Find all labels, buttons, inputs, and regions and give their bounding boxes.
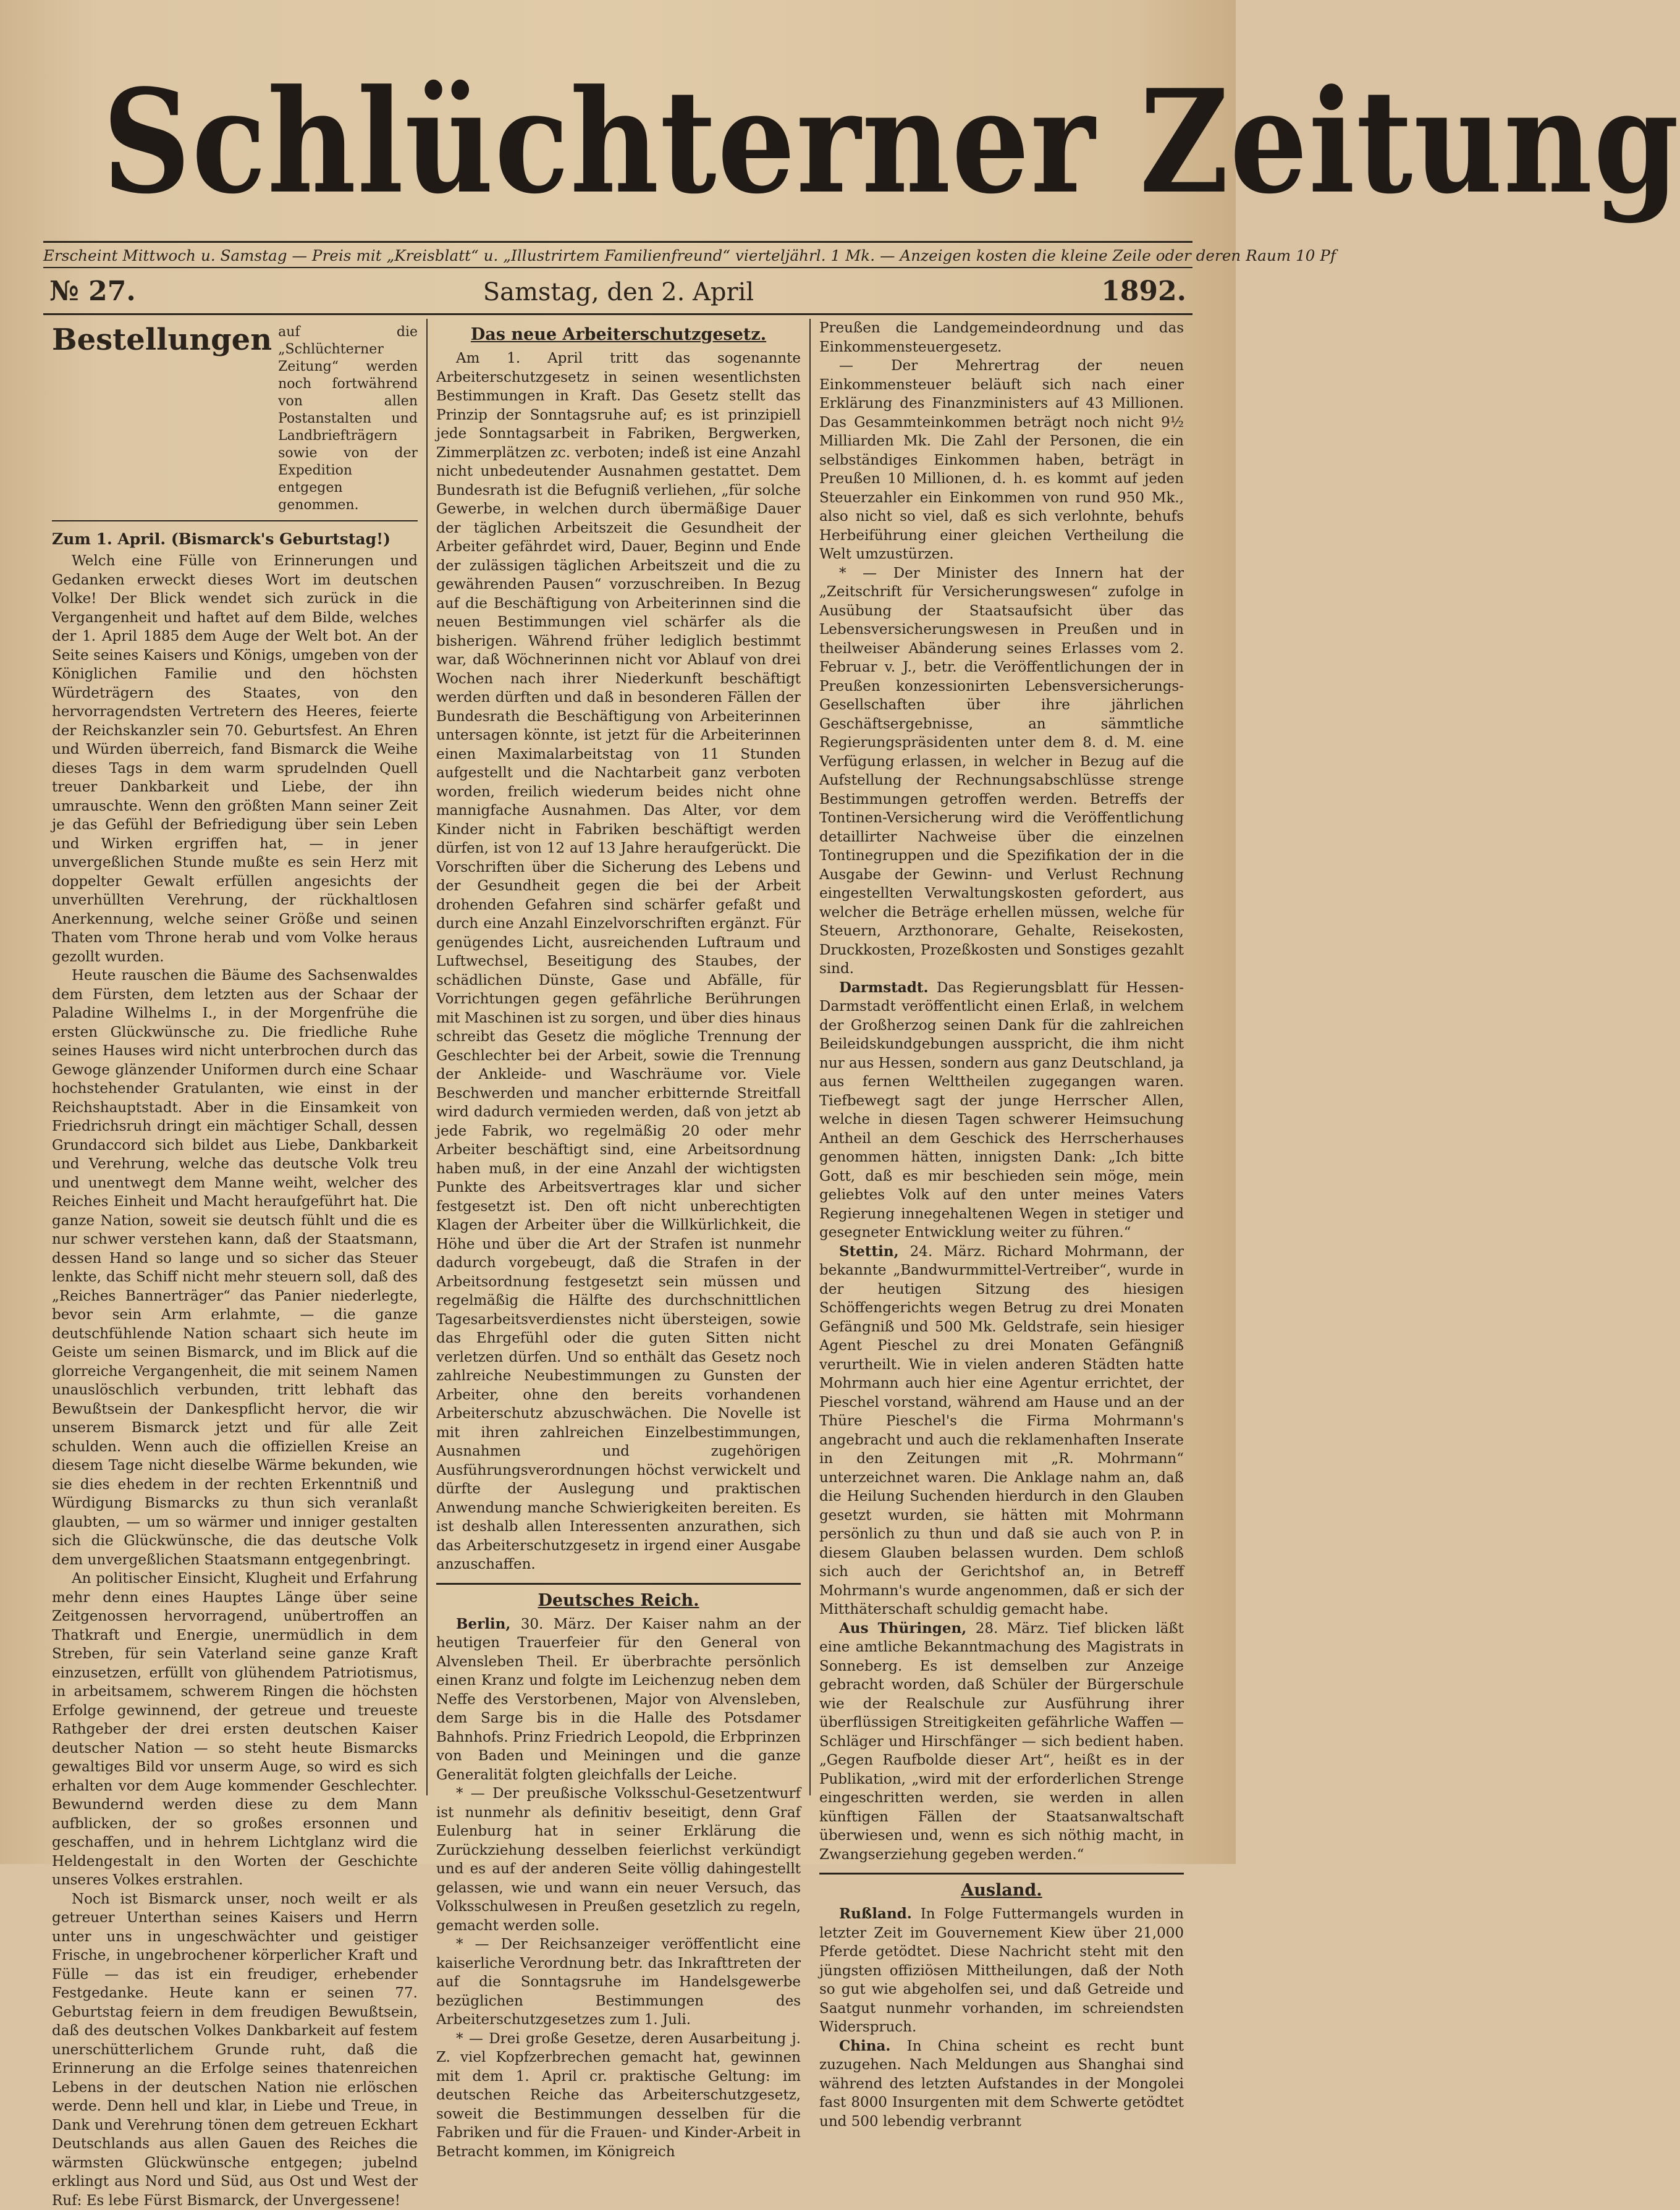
paragraph-text: 24. März. Richard Mohrmann, der bekannte „Bandwurmmittel-Vertreiber“, wurde in der heutigen Sitzung des hiesigen Schöffengerichts wegen Betrug zu drei Monaten Gefängniß und 500 Mk. Geldstrafe, sein hiesiger Agent Pieschel zu drei Monaten Gefängniß verurtheilt. Wie in vielen anderen Städten hatte Mohrmann auch hier eine Agentur errichtet, der Pieschel vorstand, während am Hause und an der Thüre Pieschel's die Firma Mohrmann's angebracht und auch die reklamenhaften Inserate in den Zeitungen mit „R. Mohrmann“ unterzeichnet waren. Die Anklage nahm an, daß die Heilung Suchenden hierdurch in den Glauben gesetzt wurden, sie hätten mit Mohrmann persönlich zu thun und daß sie auch von P. in diesem Glauben belassen wurden. Dem schloß sich auch der Gerichtshof an, in Betreff Mohrmann's wurde angenommen, daß er sich der Mitthäterschaft schuldig gemacht habe. (819, 1244, 1184, 1618)
subscription-notice-title: Bestellungen (52, 324, 272, 356)
paragraph-text: 30. März. Der Kaiser nahm an der heutigen Trauerfeier für den General von Alvensleben Theil. Er überbrachte persönlich einen Kranz und folgte im Leichenzug neben dem Neffe des Verstorbenen, Major von Alvensleben, dem Sarge bis in die Halle des Potsdamer Bahnhofs. Prinz Friedrich Leopold, die Erbprinzen von Baden und Meiningen und die ganze Generalität folgten gleichfalls der Leiche. (436, 1616, 801, 1783)
article-paragraph (436, 1615, 801, 1785)
article-paragraph: Am 1. April tritt das sogenannte Arbeiterschutzgesetz in seinen wesentlichsten Bestimmungen in Kraft. Das Gesetz stellt das Prinzip der Sonntagsruhe auf; es ist prinzipiell jede Sonntagsarbeit in Fabriken, Bergwerken, Zimmerplätzen zc. verboten; indeß ist eine Anzahl nicht unbedeutender Ausnahmen gestattet. Dem Bundesrath ist die Befugniß verliehen, „für solche Gewerbe, in welchen durch übermäßige Dauer der täglichen Arbeitszeit die Gesundheit der Arbeiter gefährdet wird, Dauer, Beginn und Ende der zulässigen täglichen Arbeitszeit und die zu gewährenden Pausen“ vorzuschreiben. In Bezug auf die Beschäftigung von Arbeiterinnen sind die neuen Bestimmungen viel schärfer als die bisherigen. Während früher lediglich bestimmt war, daß Wöchnerinnen nicht vor Ablauf von drei Wochen nach ihrer Niederkunft beschäftigt werden dürften und daß in besonderen Fällen der Bundesrath die Beschäftigung von Arbeiterinnen untersagen könnte, ist jetzt für die Arbeiterinnen einen Maximalarbeitstag von 11 Stunden aufgestellt und die Nachtarbeit ganz verboten worden, freilich wiederum beides nicht ohne mannigfache Ausnahmen. Das Alter, vor dem Kinder nicht in Fabriken beschäftigt werden dürfen, ist von 12 auf 13 Jahre heraufgerückt. Die Vorschriften über die Sicherung des Lebens und der Gesundheit gegen die bei der Arbeit drohenden Gefahren sind schärfer gefaßt und durch eine Anzahl Einzelvorschriften ergänzt. Für genügendes Licht, ausreichenden Luftraum und Luftwechsel, Beseitigung des Staubes, der schädlichen Dünste, Gase und Abfälle, für Vorrichtungen gegen gefährliche Berührungen mit Maschinen ist zu sorgen, und über dies hinaus schreibt das Gesetz die mögliche Trennung der Geschlechter bei der Arbeit, sowie die Trennung der Ankleide- und Waschräume vor. Viele Beschwerden und mancher erbitternde Streitfall wird dadurch vermieden werden, daß von jetzt ab jede Fabrik, wo regelmäßig 20 oder mehr Arbeiter beschäftigt sind, eine Arbeitsordnung haben muß, in der eine Anzahl der wichtigsten Punkte des Arbeitsvertrages klar und sicher festgesetzt ist. Den oft nicht unberechtigten Klagen der Arbeiter über die Willkürlichkeit, die Höhe und über die Art der Strafen ist nunmehr dadurch vorgebeugt, daß die Strafen in der Arbeitsordnung festgesetzt sein müssen und regelmäßig die Hälfte des durchschnittlichen Tagesarbeitsverdienstes nicht übersteigen, sowie das Ehrgefühl oder die guten Sitten nicht verletzen dürfen. Und so enthält das Gesetz noch zahlreiche Neubestimmungen zu Gunsten der Arbeiter, ohne den bereits vorhandenen Arbeiterschutz abzuschwächen. Die Novelle ist mit ihren zahlreichen Einzelbestimmungen, Ausnahmen und zugehörigen Ausführungsverordnungen höchst verwickelt und dürfte der Auslegung und praktischen Anwendung manche Schwierigkeiten bereiten. Es ist deshalb allen Interessenten anzurathen, sich das Arbeiterschutzgesetz in irgend einer Ausgabe anzuschaffen. (436, 349, 801, 1574)
masthead-title: Schlüchterner Zeitung (103, 68, 1133, 222)
article-paragraph: Welch eine Fülle von Erinnerungen und Gedanken erweckt dieses Wort im deutschen Volke! Der Blick wendet sich zurück in die Vergangenheit und haftet auf dem Bilde, welches der 1. April 1885 dem Auge der Welt bot. An der Seite seines Kaisers und Königs, umgeben von der Königlichen Familie und den höchsten Würdeträgern des Staates, von den hervorragendsten Vertretern des Heeres, feierte der Reichskanzler sein 70. Geburtsfest. An Ehren und Würden überreich, fand Bismarck die Weihe dieses Tags in dem warm sprudelnden Quell treuer Dankbarkeit und Liebe, der ihn umrauschte. Wenn den größten Mann seiner Zeit je das Gefühl der Befriedigung über sein Leben und Wirken ergriffen hat, — in jener unvergeßlichen Stunde mußte es sein Herz mit doppelter Gewalt erfüllen angesichts der unverhüllten Verehrung, der rückhaltlosen Anerkennung, welche seiner Größe und seinen Thaten vom Throne herab und vom Volke heraus gezollt wurden. (52, 552, 418, 966)
issue-number: № 27. (49, 276, 136, 307)
dateline-lead: Rußland. (839, 1905, 912, 1922)
dateline-lead: Stettin, (839, 1243, 899, 1260)
notice-rule (52, 520, 418, 521)
section-heading-deutsches-reich: Deutsches Reich. (436, 1591, 801, 1610)
subscription-notice-text: auf die „Schlüchterner Zeitung“ werden noch fortwährend von allen Postanstalten und Landbriefträgern sowie von der Expedition entgegen genommen. (278, 324, 418, 514)
paragraph-text: In Folge Futtermangels wurden in letzter Zeit im Gouvernement Kiew über 21,000 Pferde getödtet. Diese Nachricht steht mit den jüngsten offiziösen Mittheilungen, daß der Noth so gut wie abgeholfen sei, und daß Getreide und Saatgut nunmehr vorhanden, im schreiendsten Widerspruch. (819, 1906, 1184, 2035)
article-paragraph (819, 1619, 1184, 1865)
article-paragraph: An politischer Einsicht, Klugheit und Erfahrung mehr denn eines Hauptes Länge über seine Zeitgenossen hervorragend, unübertroffen an Thatkraft und Energie, unermüdlich in dem Streben, für sein Vaterland seine ganze Kraft einzusetzen, erfüllt von glühendem Patriotismus, in arbeitsamem, schwerem Ringen die höchsten Erfolge gewinnend, der getreue und treueste Rathgeber der drei ersten deutschen Kaiser deutscher Nation — so steht heute Bismarcks gewaltiges Bild vor unserm Auge, so wird es sich erhalten vor dem Auge kommender Geschlechter. Bewundernd werden diese zu dem Mann aufblicken, der so großes ersonnen und geschaffen, und in hehrem Lichtglanz wird die Heldengestalt in den Worten der Geschichte unseres Volkes erstrahlen. (52, 1569, 418, 1890)
article-paragraph: * — Drei große Gesetze, deren Ausarbeitung j. Z. viel Kopfzerbrechen gemacht hat, gewinnen mit dem 1. April cr. praktische Geltung: im deutschen Reiche das Arbeiterschutzgesetz, soweit die Bestimmungen desselben für die Fabriken und für die Frauen- und Kinder-Arbeit in Betracht kommen, im Königreich (436, 2030, 801, 2162)
dateline-lead: China. (839, 2038, 890, 2054)
article-columns (43, 319, 1192, 1795)
article-paragraph: * — Der Reichsanzeiger veröffentlicht eine kaiserliche Verordnung betr. das Inkrafttreten der auf die Sonntagsruhe im Handelsgewerbe bezüglichen Bestimmungen des Arbeiterschutzgesetzes zum 1. Juli. (436, 1935, 801, 2030)
article-headline-bismarck: Zum 1. April. (Bismarck's Geburtstag!) (52, 530, 418, 548)
issue-year: 1892. (1101, 276, 1186, 307)
article-paragraph (819, 1242, 1184, 1619)
article-paragraph: Preußen die Landgemeindeordnung und das Einkommensteuergesetz. (819, 319, 1184, 356)
section-divider (819, 1873, 1184, 1875)
column-2 (426, 319, 809, 1795)
column-1 (43, 319, 426, 1795)
article-paragraph (819, 2037, 1184, 2132)
article-paragraph: * — Der preußische Volksschul-Gesetzentwurf ist nunmehr als definitiv beseitigt, denn Graf Eulenburg hat in seiner Erklärung die Zurückziehung desselben feierlichst verkündigt und es auf der anderen Seite völlig dahingestellt gelassen, wie und wann ein neuer Versuch, das Volksschulwesen in Preußen gesetzlich zu regeln, gemacht werden solle. (436, 1784, 801, 1935)
article-paragraph (819, 979, 1184, 1242)
column-3 (809, 319, 1192, 1795)
article-paragraph: * — Der Minister des Innern hat der „Zeitschrift für Versicherungswesen“ zufolge in Ausübung der Staatsaufsicht über das Lebensversicherungswesen in Preußen und in theilweiser Abänderung seines Erlasses vom 2. Februar v. J., betr. die Veröffentlichungen der in Preußen konzessionirten Lebensversicherungs-Gesellschaften über ihre jährlichen Geschäftsergebnisse, an sämmtliche Regierungspräsidenten unter dem 8. d. M. eine Verfügung erlassen, in welcher in Bezug auf die Aufstellung der Rechnungsabschlüsse strenge Bestimmungen getroffen werden. Betreffs der Tontinen-Versicherung wird die Veröffentlichung detaillirter Nachweise über die einzelnen Tontinegruppen und die Spezifikation der in die Ausgabe der Gewinn- und Verlust Rechnung eingestellten Verwaltungskosten gefordert, aus welcher die Beträge erhellen müssen, welche für Steuern, Arzthonorare, Gehalte, Reisekosten, Druckkosten, Prozeßkosten und Sonstiges gezahlt sind. (819, 564, 1184, 979)
dateline-lead: Berlin, (456, 1616, 510, 1632)
dateline (43, 268, 1192, 313)
article-paragraph: Heute rauschen die Bäume des Sachsenwaldes dem Fürsten, dem letzten aus der Schaar der Paladine Wilhelms I., in der Morgenfrühe die ersten Glückwünsche zu. Die friedliche Ruhe seines Hauses wird nicht unterbrochen durch das Gewoge glänzender Uniformen durch eine Schaar hochstehender Gratulanten, wie einst in der Reichshauptstadt. Aber in die Einsamkeit von Friedrichsruh dringt ein mächtiger Schall, dessen Grundaccord sich bildet aus Liebe, Dankbarkeit und Verehrung, welche das deutsche Volk treu und unentwegt dem Manne weiht, welcher des Reiches Einheit und Macht heraufgeführt hat. Die ganze Nation, soweit sie deutsch fühlt und die es nur schwer verstehen kann, daß der Staatsmann, dessen Hand so lange und so sicher das Steuer lenkte, das Schiff nicht mehr steuern soll, daß des „Reiches Bannerträger“ das Panier niederlegte, bevor sein Arm erlahmte, — die ganze deutschfühlende Nation schaart sich heute im Geiste um seinen Bismarck, und im Blick auf die glorreiche Vergangenheit, die mit seinem Namen unauslöschlich verbunden, tritt lebhaft das Bewußtsein der Dankespflicht hervor, die wir unserem Bismarck jetzt und für alle Zeit schulden. Wenn auch die offiziellen Kreise an diesem Tage nicht dieselbe Wärme bekunden, wie sie dies ehedem in der rechten Erkenntniß und Würdigung Bismarcks zu thun sich veranlaßt glaubten, — um so wärmer und inniger gestalten sich die Glückwünsche, die das deutsche Volk dem unvergeßlichen Staatsmann entgegenbringt. (52, 966, 418, 1569)
subscription-info: Erscheint Mittwoch u. Samstag — Preis mit „Kreisblatt“ u. „Illustrirtem Familienfreund“ vierteljährl. 1 Mk. — Anzeigen kosten die kleine Zeile oder deren Raum 10 Pf (43, 243, 1192, 267)
article-paragraph: — Der Mehrertrag der neuen Einkommensteuer beläuft sich nach einer Erklärung des Finanzministers auf 43 Millionen. Das Gesammteinkommen beträgt noch nicht 9½ Milliarden Mk. Die Zahl der Personen, die ein selbständiges Einkommen haben, beträgt in Preußen 10 Millionen, d. h. es kommt auf jeden Steuerzahler ein Einkommen von rund 950 Mk., also nicht so viel, daß es sich verlohnte, behufs Herbeiführung einer gleichen Vertheilung die Welt umzustürzen. (819, 356, 1184, 564)
dateline-rule (43, 313, 1192, 315)
section-heading-ausland: Ausland. (819, 1881, 1184, 1900)
paragraph-text: In China scheint es recht bunt zuzugehen. Nach Meldungen aus Shanghai sind während des letzten Aufstandes in der Mongolei fast 8000 Insurgenten mit dem Schwerte getödtet und 500 lebendig verbrannt (819, 2038, 1184, 2130)
subscription-notice (52, 324, 418, 514)
article-headline-arbeiterschutz: Das neue Arbeiterschutzgesetz. (436, 325, 801, 344)
paragraph-text: Das Regierungsblatt für Hessen-Darmstadt veröffentlicht einen Erlaß, in welchem der Großherzog seinen Dank für die zahlreichen Beileidskundgebungen ausspricht, die ihm nicht nur aus Hessen, sondern aus ganz Deutschland, ja aus fernen Welttheilen zugegangen waren. Tiefbewegt sagt der junge Herrscher Allen, welche in diesen Tagen schwerer Heimsuchung Antheil an dem Geschick des Herrscherhauses genommen hätten, innigsten Dank: „Ich bitte Gott, daß es mir beschieden sein möge, mein geliebtes Volk auf den unter meines Vaters Regierung innegehaltenen Wegen in stetiger und gesegneter Entwicklung weiter zu führen.“ (819, 980, 1184, 1241)
dateline-lead: Darmstadt. (839, 979, 929, 996)
dateline-lead: Aus Thüringen, (839, 1620, 966, 1637)
issue-date: Samstag, den 2. April (483, 278, 754, 306)
paragraph-text: 28. März. Tief blicken läßt eine amtliche Bekanntmachung des Magistrats in Sonneberg. Es ist demselben zur Anzeige gebracht worden, daß Schüler der Bürgerschule wie der Realschule zur Ausführung ihrer überflüssigen Streitigkeiten gefährliche Waffen — Schläger und Hirschfänger — sich bedient haben. „Gegen Raufbolde dieser Art“, heißt es in der Publikation, „wird mit der erforderlichen Strenge eingeschritten werden, sie werden in allen künftigen Fällen der Staatsanwaltschaft überwiesen und, wenn es sich nöthig macht, in Zwangserziehung gegeben werden.“ (819, 1621, 1184, 1863)
article-paragraph (819, 1905, 1184, 2037)
section-divider (436, 1583, 801, 1585)
article-paragraph: Noch ist Bismarck unser, noch weilt er als getreuer Unterthan seines Kaisers und Herrn unter uns in ungeschwächter und geistiger Frische, in ungebrochener körperlicher Kraft und Fülle — das ist ein freudiger, erhebender Festgedanke. Heute kann er seinen 77. Geburtstag feiern in dem freudigen Bewußtsein, daß des deutschen Volkes Dankbarkeit auf festem unerschütterlichem Grunde ruht, daß die Erinnerung an die Erfolge seines thatenreichen Lebens in der deutschen Nation nie erlöschen werde. Denn hell und klar, in Liebe und Treue, in Dank und Verehrung tönen dem getreuen Eckhart Deutschlands aus allen Gauen des Reiches die wärmsten Glückwünsche entgegen; jubelnd erklingt aus Nord und Süd, aus Ost und West der Ruf: Es lebe Fürst Bismarck, der Unvergessene! (52, 1890, 418, 2210)
